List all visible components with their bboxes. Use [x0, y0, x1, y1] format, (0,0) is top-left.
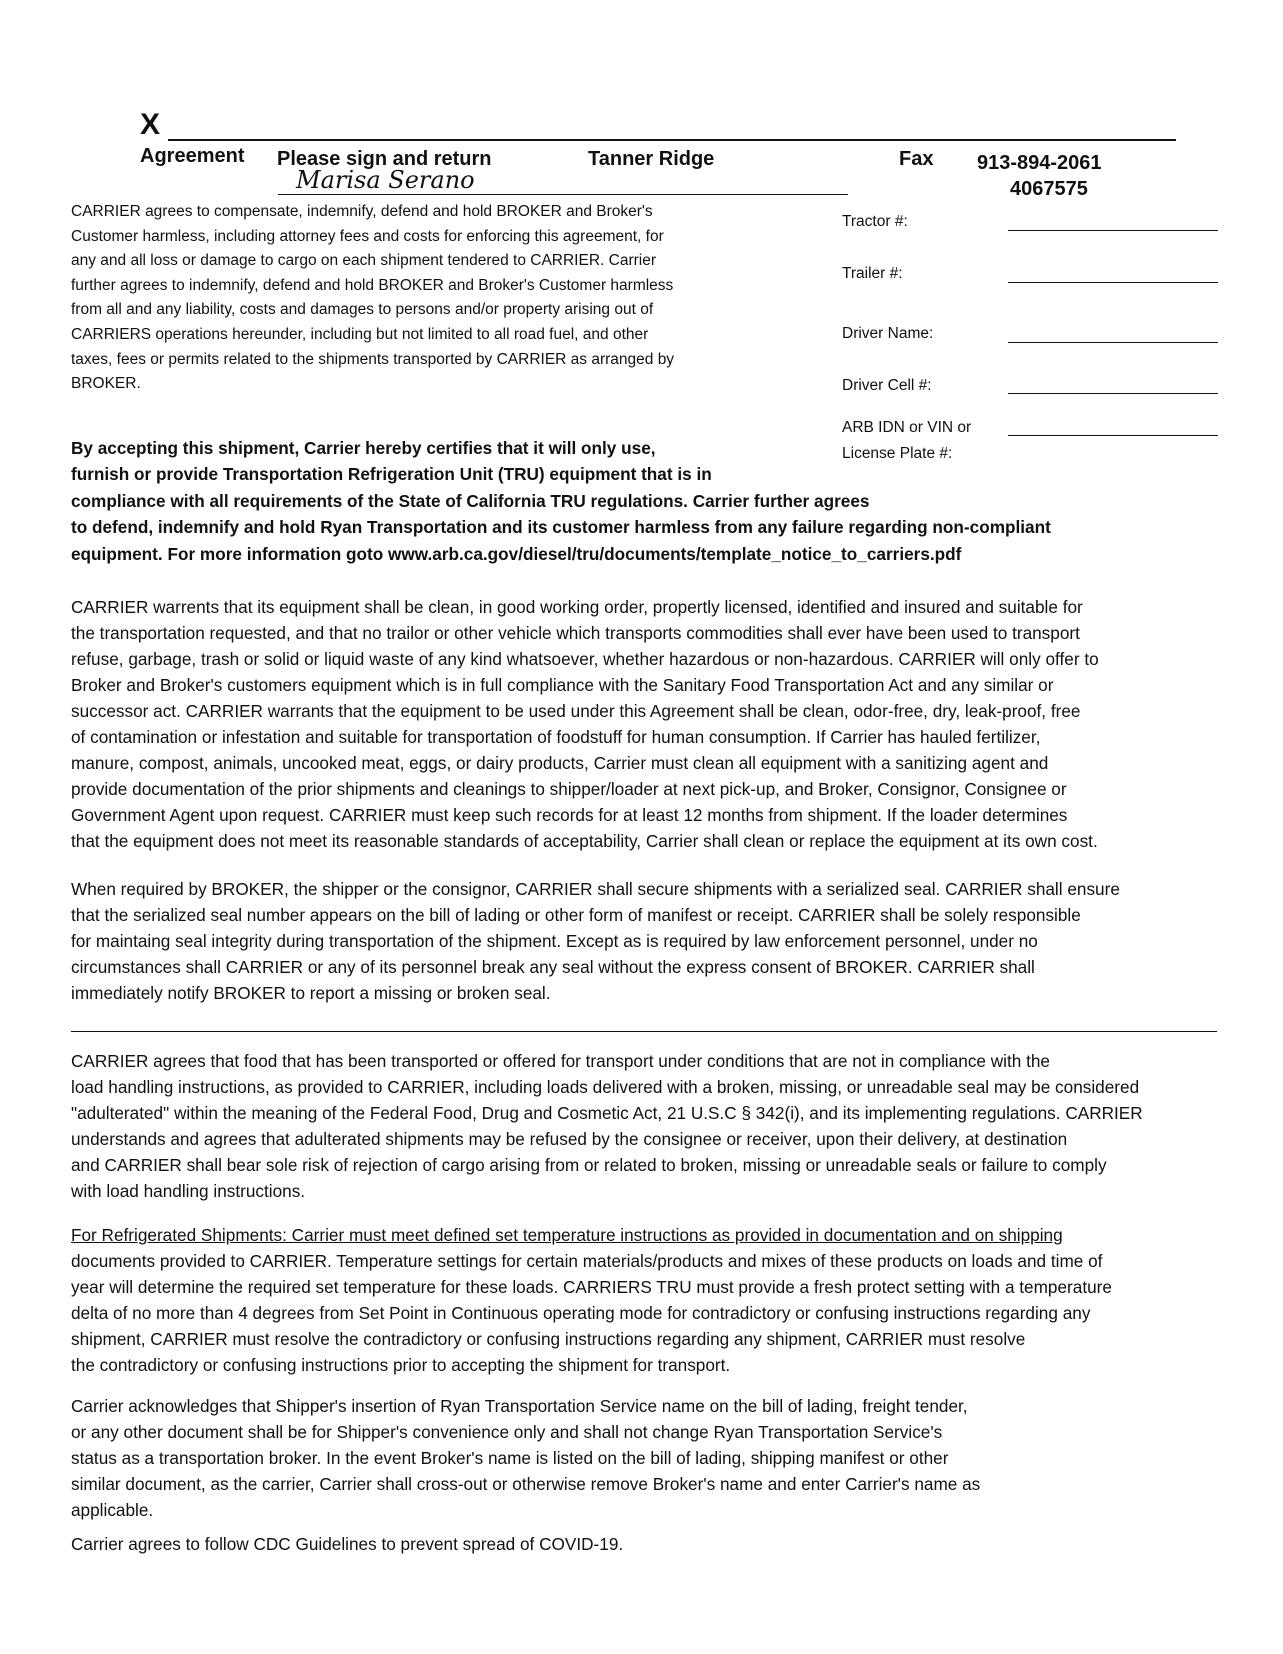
section-divider — [71, 1031, 1217, 1032]
tru-certification-paragraph — [71, 435, 1261, 567]
equipment-paragraph — [71, 594, 1266, 854]
adulterated-line: CARRIER agrees that food that has been transported or offered for transport under conditions that are not in compliance with the — [71, 1051, 1050, 1071]
indemnity-line: CARRIERS operations hereunder, including but not limited to all road fuel, and other — [71, 325, 649, 343]
covid-guidelines-line: Carrier agrees to follow CDC Guidelines to prevent spread of COVID-19. — [71, 1534, 624, 1554]
tru-line: furnish or provide Transportation Refrigeration Unit (TRU) equipment that is in — [71, 464, 712, 485]
refrigerated-line: year will determine the required set temperature for these loads. CARRIERS TRU must provide a fresh protect setting with a temperature — [71, 1277, 1112, 1297]
trailer-label: Trailer #: — [842, 265, 903, 282]
driver-cell-label: Driver Cell #: — [842, 377, 932, 394]
adulterated-line: understands and agrees that adulterated shipments may be refused by the consignee or receiver, upon their delivery, at destination — [71, 1129, 1068, 1149]
fax-number: 913-894-2061 — [977, 152, 1102, 174]
trailer-field[interactable] — [1008, 282, 1218, 283]
equipment-line: Broker and Broker's customers equipment which is in full compliance with the Sanitary Food Transportation Act and any similar or — [71, 675, 1054, 695]
indemnity-line: further agrees to indemnify, defend and hold BROKER and Broker's Customer harmless — [71, 276, 674, 294]
equipment-line: of contamination or infestation and suitable for transportation of foodstuff for human consumption. If Carrier has hauled fertilizer, — [71, 727, 1041, 747]
seal-line: When required by BROKER, the shipper or the consignor, CARRIER shall secure shipments with a serialized seal. CARRIER shall ensure — [71, 879, 1120, 899]
sign-instruction: Please sign and return — [277, 148, 492, 170]
refrigerated-line: shipment, CARRIER must resolve the contradictory or confusing instructions regarding any shipment, CARRIER must resolve — [71, 1329, 1026, 1349]
equipment-line: successor act. CARRIER warrants that the equipment to be used under this Agreement shall be clean, odor-free, dry, leak-proof, free — [71, 701, 1081, 721]
tru-line: By accepting this shipment, Carrier hereby certifies that it will only use, — [71, 438, 656, 458]
seal-paragraph — [71, 876, 1266, 1006]
broker-line: similar document, as the carrier, Carrier shall cross-out or otherwise remove Broker's name and enter Carrier's name as — [71, 1474, 981, 1494]
broker-line: status as a transportation broker. In the event Broker's name is listed on the bill of lading, shipping manifest or other — [71, 1448, 949, 1468]
equipment-line: Government Agent upon request. CARRIER must keep such records for at least 12 months from shipment. If the loader determines — [71, 805, 1068, 825]
seal-line: for maintaing seal integrity during transportation of the shipment. Except as is required by law enforcement personnel, under no — [71, 931, 1038, 951]
adulterated-paragraph — [71, 1048, 1266, 1204]
indemnity-line: BROKER. — [71, 375, 141, 393]
seal-line: circumstances shall CARRIER or any of its personnel break any seal without the express consent of BROKER. CARRIER shall — [71, 957, 1035, 977]
signed-name-line — [278, 194, 848, 195]
indemnity-line: Customer harmless, including attorney fees and costs for enforcing this agreement, for — [71, 227, 664, 245]
signature-x-mark: X — [140, 108, 161, 141]
seal-line: immediately notify BROKER to report a missing or broken seal. — [71, 983, 551, 1003]
adulterated-line: and CARRIER shall bear sole risk of rejection of cargo arising from or related to broken, missing or unreadable seals or failure to comply — [71, 1155, 1107, 1175]
driver-cell-field[interactable] — [1008, 393, 1218, 394]
indemnity-line: CARRIER agrees to compensate, indemnify, defend and hold BROKER and Broker's — [71, 203, 653, 220]
equipment-line: that the equipment does not meet its reasonable standards of acceptability, Carrier shall clean or replace the equipment at its own cost. — [71, 831, 1098, 851]
equipment-line: CARRIER warrents that its equipment shall be clean, in good working order, propertly licensed, identified and insured and suitable for — [71, 597, 1083, 617]
indemnity-line: any and all loss or damage to cargo on each shipment tendered to CARRIER. Carrier — [71, 252, 656, 270]
adulterated-line: "adulterated" within the meaning of the Federal Food, Drug and Cosmetic Act, 21 U.S.C § 342(i), and its implementing regulations. CARRIER — [71, 1103, 1143, 1123]
broker-line: applicable. — [71, 1500, 154, 1520]
broker-line: Carrier acknowledges that Shipper's insertion of Ryan Transportation Service name on the bill of lading, freight tender, — [71, 1396, 968, 1416]
indemnity-line: taxes, fees or permits related to the shipments transported by CARRIER as arranged by — [71, 350, 675, 368]
indemnity-line: from all and any liability, costs and damages to persons and/or property arising out of — [71, 301, 654, 319]
seal-line: that the serialized seal number appears on the bill of lading or other form of manifest or receipt. CARRIER shall be solely responsible — [71, 905, 1081, 925]
indemnity-paragraph — [71, 200, 771, 397]
license-plate-label: License Plate #: — [842, 445, 953, 462]
reference-number: 4067575 — [1010, 178, 1088, 200]
refrigerated-line: documents provided to CARRIER. Temperature settings for certain materials/products and mixes of these products on loads and time of — [71, 1251, 1103, 1271]
arb-idn-label: ARB IDN or VIN or — [842, 419, 972, 436]
broker-line: or any other document shall be for Shipper's convenience only and shall not change Ryan Transportation Service's — [71, 1422, 943, 1442]
tractor-field[interactable] — [1008, 230, 1218, 231]
adulterated-line: load handling instructions, as provided to CARRIER, including loads delivered with a broken, missing, or unreadable seal may be considered — [71, 1077, 1140, 1097]
fax-label: Fax — [899, 148, 934, 170]
refrigerated-heading: For Refrigerated Shipments: Carrier must meet defined set temperature instructions as provided in documentation and on shipping — [71, 1225, 1063, 1245]
driver-name-field[interactable] — [1008, 342, 1218, 343]
company-name: Tanner Ridge — [588, 148, 715, 170]
adulterated-line: with load handling instructions. — [71, 1181, 306, 1201]
handwritten-signature: Marisa Serano — [296, 166, 475, 194]
equipment-line: the transportation requested, and that no trailor or other vehicle which transports commodities shall ever have been used to transport — [71, 623, 1080, 643]
refrigerated-line: delta of no more than 4 degrees from Set Point in Continuous operating mode for contradictory or confusing instructions regarding any — [71, 1303, 1091, 1323]
driver-name-label: Driver Name: — [842, 325, 934, 342]
tractor-label: Tractor #: — [842, 213, 908, 230]
equipment-line: provide documentation of the prior shipments and cleanings to shipper/loader at next pick-up, and Broker, Consignor, Consignee or — [71, 779, 1067, 799]
equipment-line: refuse, garbage, trash or solid or liquid waste of any kind whatsoever, whether hazardous or non-hazardous. CARRIER will only offer to — [71, 649, 1099, 669]
refrigerated-paragraph — [71, 1222, 1266, 1378]
tru-line: equipment. For more information goto www.arb.ca.gov/diesel/tru/documents/template_notice_to_carriers.pdf — [71, 543, 962, 564]
tru-line: compliance with all requirements of the State of California TRU regulations. Carrier further agrees — [71, 490, 870, 511]
equipment-line: manure, compost, animals, uncooked meat, eggs, or dairy products, Carrier must clean all equipment with a sanitizing agent and — [71, 753, 1049, 773]
agreement-label: Agreement — [140, 145, 245, 167]
tru-line: to defend, indemnify and hold Ryan Transportation and its customer harmless from any failure regarding non-compliant — [71, 517, 1051, 538]
refrigerated-line: the contradictory or confusing instructions prior to accepting the shipment for transport. — [71, 1355, 731, 1375]
broker-name-paragraph — [71, 1393, 1266, 1523]
signature-line — [168, 139, 1176, 141]
